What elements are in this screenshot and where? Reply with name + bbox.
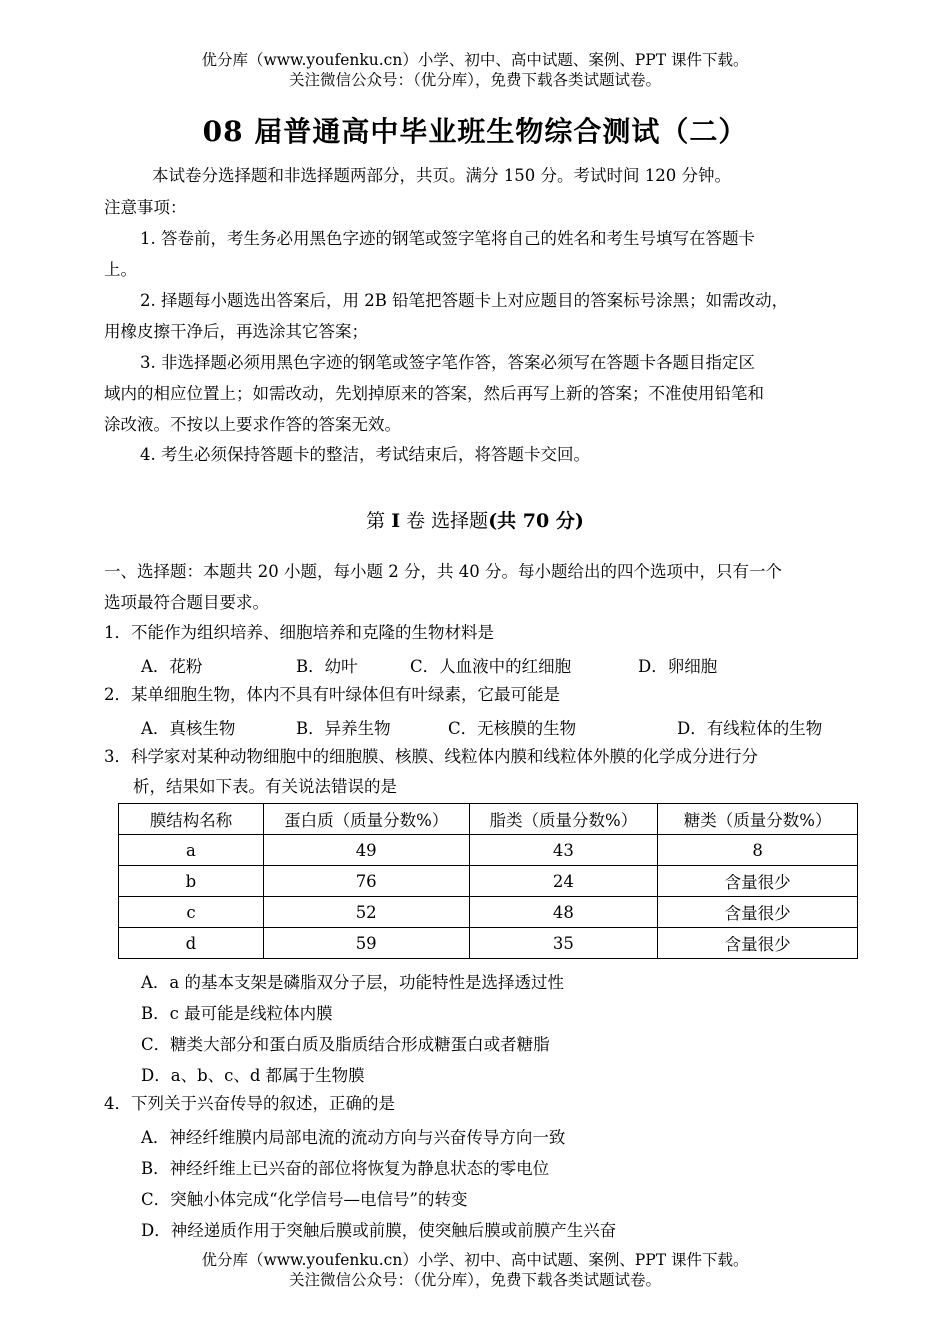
- question-1-option-b: B．幼叶: [296, 657, 358, 676]
- notice-line: 3. 非选择题必须用黑色字迹的钢笔或签字笔作答，答案必须写在答题卡各题目指定区: [140, 353, 755, 372]
- table-cell: b: [119, 866, 264, 897]
- table-row: [119, 835, 858, 866]
- question-2-option-a: A．真核生物: [141, 719, 236, 738]
- table-cell: 49: [263, 835, 469, 866]
- question-2-option-c: C．无核膜的生物: [448, 719, 577, 738]
- table-cell: 43: [469, 835, 658, 866]
- table-cell: d: [119, 928, 264, 959]
- footer-line-2: 关注微信公众号：（优分库），免费下载各类试题试卷。: [288, 1271, 661, 1289]
- question-1-stem: 1．不能作为组织培养、细胞培养和克隆的生物材料是: [104, 623, 494, 642]
- table-cell: 含量很少: [658, 866, 858, 897]
- question-4-stem: 4．下列关于兴奋传导的叙述，正确的是: [104, 1094, 395, 1113]
- question-2-stem: 2．某单细胞生物，体内不具有叶绿体但有叶绿素，它最可能是: [104, 685, 560, 704]
- question-3-stem-cont: 析，结果如下表。有关说法错误的是: [133, 777, 397, 796]
- question-4-option-d: D．神经递质作用于突触后膜或前膜，使突触后膜或前膜产生兴奋: [141, 1221, 617, 1240]
- page-title: 08 届普通高中毕业班生物综合测试（二）: [202, 115, 748, 148]
- header-line-2: 关注微信公众号：（优分库），免费下载各类试题试卷。: [288, 71, 661, 89]
- table-cell: c: [119, 897, 264, 928]
- question-3-option-a: A．a 的基本支架是磷脂双分子层，功能特性是选择透过性: [141, 973, 564, 992]
- table-cell: 24: [469, 866, 658, 897]
- section-heading: [0, 506, 950, 533]
- part1-instructions: 一、选择题：本题共 20 小题，每小题 2 分，共 40 分。每小题给出的四个选项中，只有一个: [104, 562, 782, 581]
- notice-line: 用橡皮擦干净后，再选涂其它答案；: [104, 322, 368, 341]
- question-2-option-d: D．有线粒体的生物: [677, 719, 823, 738]
- notice-line: 涂改液。不按以上要求作答的答案无效。: [104, 415, 401, 434]
- table-row: [119, 866, 858, 897]
- footer-line-1: 优分库（www.youfenku.cn）小学、初中、高中试题、案例、PPT 课件下载。: [201, 1251, 749, 1269]
- section-pre: 第: [366, 510, 392, 532]
- question-3-option-c: C．糖类大部分和蛋白质及脂质结合形成糖蛋白或者糖脂: [141, 1035, 550, 1054]
- table-header-cell: 膜结构名称: [119, 804, 264, 835]
- table-row: [119, 897, 858, 928]
- question-1-option-d: D．卵细胞: [638, 657, 718, 676]
- table-cell: 8: [658, 835, 858, 866]
- section-score: (共 70 分): [488, 510, 584, 532]
- table-header-cell: 糖类（质量分数%）: [658, 804, 858, 835]
- question-1-option-c: C．人血液中的红细胞: [410, 657, 572, 676]
- question-3-stem: 3．科学家对某种动物细胞中的细胞膜、核膜、线粒体内膜和线粒体外膜的化学成分进行分: [104, 747, 758, 766]
- table-header-cell: 蛋白质（质量分数%）: [263, 804, 469, 835]
- notice-line: 2. 择题每小题选出答案后，用 2B 铅笔把答题卡上对应题目的答案标号涂黑；如需改动，: [140, 291, 789, 310]
- question-3-option-b: B．c 最可能是线粒体内膜: [141, 1004, 333, 1023]
- notice-line: 域内的相应位置上；如需改动，先划掉原来的答案，然后再写上新的答案；不准使用铅笔和: [104, 384, 764, 403]
- question-1-option-a: A．花粉: [141, 657, 203, 676]
- header-line-1: 优分库（www.youfenku.cn）小学、初中、高中试题、案例、PPT 课件下载。: [201, 51, 749, 69]
- table-cell: 52: [263, 897, 469, 928]
- table-row: [119, 928, 858, 959]
- part1-instructions-cont: 选项最符合题目要求。: [104, 593, 269, 612]
- table-cell: 35: [469, 928, 658, 959]
- section-mid: 卷 选择题: [400, 510, 489, 532]
- table-cell: 76: [263, 866, 469, 897]
- table-header-row: [119, 804, 858, 835]
- notice-line: 4. 考生必须保持答题卡的整洁，考试结束后，将答题卡交回。: [140, 445, 590, 464]
- intro-text: 本试卷分选择题和非选择题两部分，共页。满分 150 分。考试时间 120 分钟。: [152, 166, 731, 185]
- table-cell: 48: [469, 897, 658, 928]
- question-2-option-b: B．异养生物: [296, 719, 391, 738]
- notice-line: 上。: [104, 260, 137, 279]
- table-cell: 59: [263, 928, 469, 959]
- question-4-option-c: C．突触小体完成“化学信号—电信号”的转变: [141, 1190, 468, 1209]
- table-header-cell: 脂类（质量分数%）: [469, 804, 658, 835]
- table-cell: 含量很少: [658, 928, 858, 959]
- notice-heading: 注意事项：: [104, 198, 187, 217]
- question-4-option-b: B．神经纤维上已兴奋的部位将恢复为静息状态的零电位: [141, 1159, 550, 1178]
- table-cell: a: [119, 835, 264, 866]
- membrane-composition-table: [118, 803, 858, 959]
- notice-line: 1. 答卷前，考生务必用黑色字迹的钢笔或签字笔将自己的姓名和考生号填写在答题卡: [140, 229, 755, 248]
- table-cell: 含量很少: [658, 897, 858, 928]
- section-roman: I: [391, 510, 401, 532]
- question-3-option-d: D．a、b、c、d 都属于生物膜: [141, 1066, 365, 1085]
- question-4-option-a: A．神经纤维膜内局部电流的流动方向与兴奋传导方向一致: [141, 1128, 566, 1147]
